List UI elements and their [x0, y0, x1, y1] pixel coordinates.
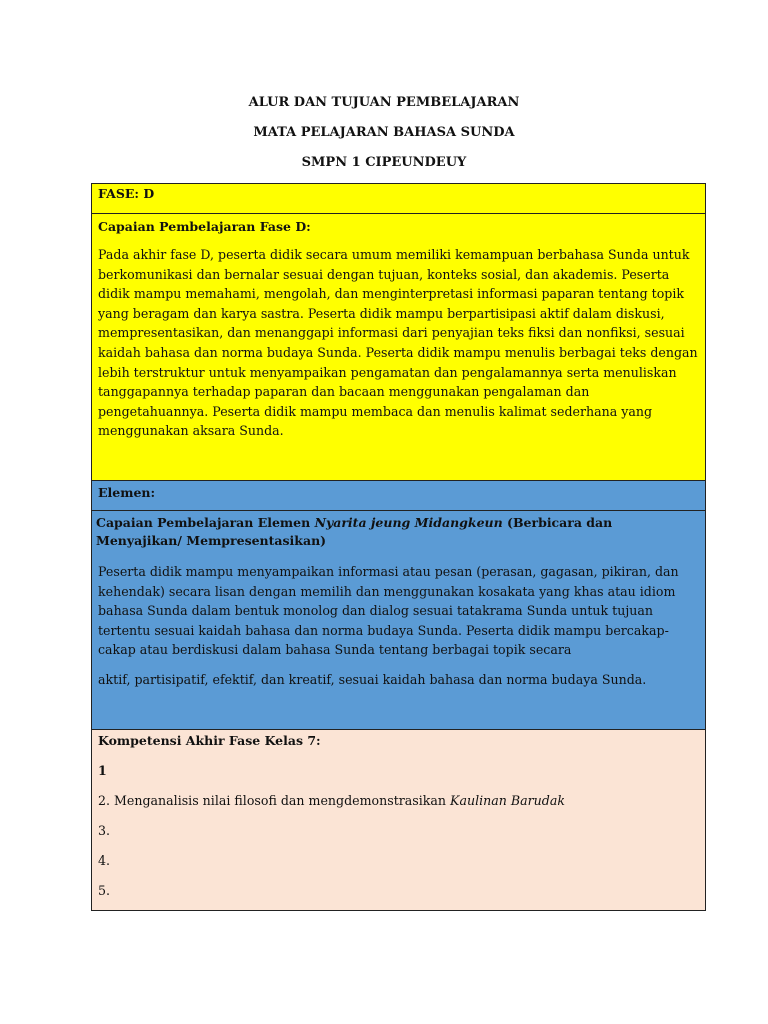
capaian-elemen-heading [96, 514, 699, 550]
capaian-elemen-text-2: aktif, partisipatif, efektif, dan kreatif, sesuai kaidah bahasa dan norma budaya Sunda. [98, 671, 647, 687]
kompetensi-heading: Kompetensi Akhir Fase Kelas 7: [98, 733, 321, 748]
kompetensi-row [92, 730, 705, 910]
kompetensi-item-2-text: 2. Menganalisis nilai filosofi dan mengdemonstrasikan [98, 793, 451, 808]
learning-table [91, 183, 706, 911]
kompetensi-item-5: 5. [98, 883, 111, 898]
capaian-elemen-text-1: Peserta didik mampu menyampaikan informasi atau pesan (perasan, gagasan, pikiran, dan kehendak) secara lisan dengan memilih dan menggunakan kosakata yang khas atau idiom bahasa Sunda dalam bentuk monolog dan dialog sesuai tatakrama Sunda untuk tujuan tertentu sesuai kaidah bahasa dan norma budaya Sunda. Peserta didik mampu bercakap-cakap atau berdiskusi dalam bahasa Sunda tentang berbagai topik secara [98, 564, 679, 658]
kompetensi-item-2-italic: Kaulinan Barudak [450, 793, 565, 808]
elemen-name: Nyarita jeung Midangkeun [314, 515, 503, 530]
capaian-fase-row [92, 214, 705, 481]
fase-label: FASE: D [98, 186, 155, 201]
capaian-fase-heading: Capaian Pembelajaran Fase D: [98, 219, 311, 234]
kompetensi-item-3: 3. [98, 823, 111, 838]
document-header [0, 94, 768, 184]
fase-row [92, 184, 705, 214]
kompetensi-item-4: 4. [98, 853, 111, 868]
kompetensi-item-1: 1 [98, 763, 107, 778]
capaian-elemen-row [92, 511, 705, 730]
document-title: ALUR DAN TUJUAN PEMBELAJARAN [248, 95, 520, 110]
subject-title: MATA PELAJARAN BAHASA SUNDA [253, 125, 515, 140]
capaian-fase-text: Pada akhir fase D, peserta didik secara umum memiliki kemampuan berbahasa Sunda untuk berkomunikasi dan bernalar sesuai dengan tujuan, konteks sosial, dan akademis. Peserta didik mampu memahami, mengolah, dan menginterpretasi informasi paparan tentang topik yang beragam dan karya sastra. Peserta didik mampu berpartisipasi aktif dalam diskusi, mempresentasikan, dan menanggapi informasi dari penyajian teks fiksi dan nonfiksi, sesuai kaidah bahasa dan norma budaya Sunda. Peserta didik mampu menulis berbagai teks dengan lebih terstruktur untuk menyampaikan pengamatan dan pengalamannya serta menuliskan tanggapannya terhadap paparan dan bacaan menggunakan pengalaman dan pengetahuannya. Peserta didik mampu membaca dan menulis kalimat sederhana yang menggunakan aksara Sunda. [98, 247, 698, 439]
kompetensi-item-2 [98, 792, 699, 822]
capaian-elemen-heading-suffix: (Berbicara dan Menyajikan/ Mempresentasikan) [96, 515, 613, 548]
elemen-label: Elemen: [98, 485, 156, 500]
elemen-row [92, 481, 705, 511]
capaian-elemen-heading-prefix: Capaian Pembelajaran Elemen [96, 515, 315, 530]
school-title: SMPN 1 CIPEUNDEUY [301, 155, 467, 170]
